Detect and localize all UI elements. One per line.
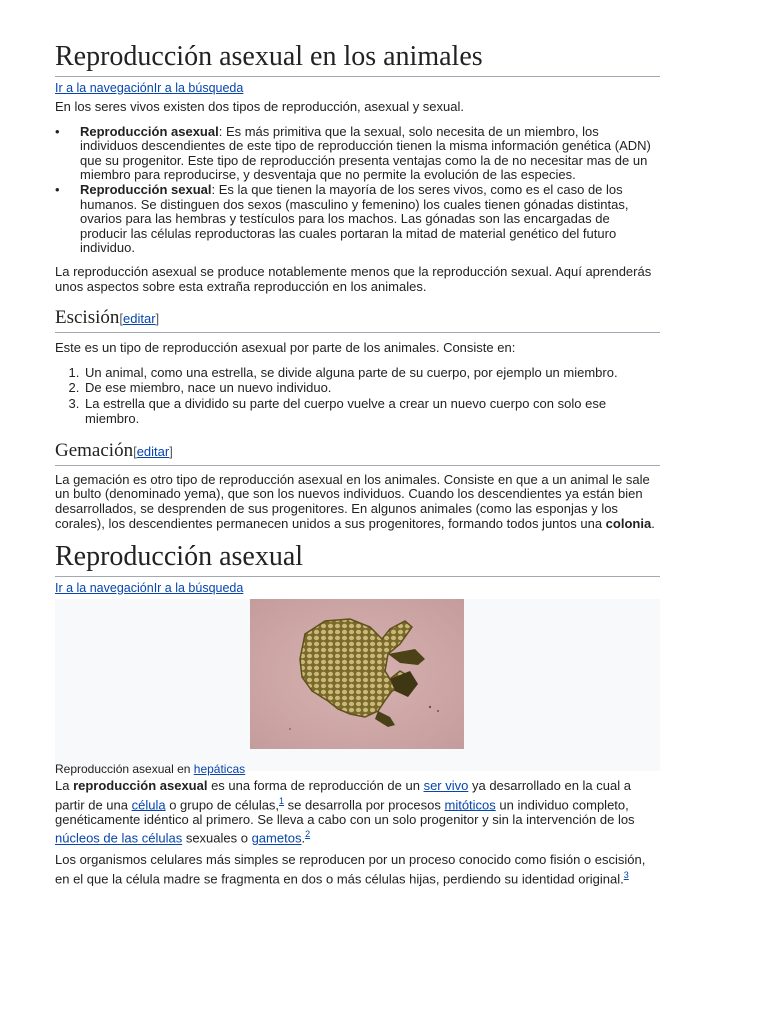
figure — [55, 599, 660, 777]
nucleos-link[interactable]: núcleos de las células — [55, 830, 183, 846]
jump-links — [55, 81, 660, 95]
hepaticas-photo[interactable] — [250, 599, 464, 749]
article — [55, 40, 660, 887]
list-item: • Reproducción sexual: Es la que tienen la mayoría de los seres vivos, como es el caso de los humanos. Se distinguen dos sexos (masculino y femenino) los cuales tienen gónadas distintas, ovarios para las hembras y testículos para los machos. Las gónadas son las encargadas de producir las células reproductoras las cuales portaran la mitad de material genético del futuro individuo. — [55, 183, 660, 256]
ref-3-link[interactable]: 3 — [623, 869, 629, 880]
definition-paragraph: La reproducción asexual es una forma de reproducción de un ser vivo ya desarrollado en la cual a partir de una célula o grupo de células,$^1$ se desarrolla por procesos mitóticos un individuo completo, genéticamente idéntico al primero. Se lleva a cabo con un solo progenitor y sin la intervención de los núcleos de las células sexuales o gametos.$^2$ — [55, 778, 635, 846]
intro-paragraph: En los seres vivos existen dos tipos de reproducción, asexual y sexual. — [55, 99, 464, 114]
celula-link[interactable]: célula — [131, 797, 166, 813]
jump-links-2 — [55, 581, 660, 595]
page-title-2: Reproducción asexual — [55, 540, 660, 577]
edit-link[interactable]: editar — [123, 311, 156, 327]
fision-paragraph: Los organismos celulares más simples se reproducen por un proceso conocido como fisión o escisión, en el que la célula madre se fragmenta en dos o más células hijas, perdiendo su identidad original.$^3$ — [55, 852, 646, 887]
search-link[interactable]: Ir a la búsqueda — [153, 581, 244, 596]
mitoticos-link[interactable]: mitóticos — [444, 797, 496, 813]
figure-caption: Reproducción asexual en hepáticas — [55, 762, 246, 777]
hepatica-organism-image — [250, 599, 464, 749]
term: Reproducción sexual — [80, 181, 212, 197]
search-link[interactable]: Ir a la búsqueda — [153, 81, 244, 95]
gametos-link[interactable]: gametos — [251, 830, 302, 846]
edit-link[interactable]: editar — [136, 443, 170, 459]
hepaticas-link[interactable]: hepáticas — [193, 762, 246, 777]
nav-link[interactable]: Ir a la navegación — [55, 581, 154, 596]
after-list-paragraph: La reproducción asexual se produce notablemente menos que la reproducción sexual. Aquí aprenderás unos aspectos sobre esta extraña reproducción en los animales. — [55, 263, 652, 294]
ref-2-link[interactable]: 2 — [305, 829, 311, 840]
ser-vivo-link[interactable]: ser vivo — [423, 778, 469, 794]
types-list — [55, 125, 660, 256]
ref-1-link[interactable]: 1 — [279, 795, 285, 806]
escision-intro: Este es un tipo de reproducción asexual por parte de los animales. Consiste en: — [55, 340, 516, 356]
list-item: 3. La estrella que a dividido su parte del cuerpo vuelve a crear un nuevo cuerpo con solo ese miembro. — [83, 396, 660, 427]
section-heading-gemacion: Gemación[editar] — [55, 439, 660, 466]
list-item: • Reproducción asexual: Es más primitiva que la sexual, solo necesita de un miembro, los individuos descendientes de este tipo de reproducción tienen la misma información genética (ADN) que su progenitor. Este tipo de reproducción presenta ventajas como la de no necesitar mas de un miembro para reproducirse, y desventaja que no permite la evolución de las especies. — [55, 125, 660, 183]
term: Reproducción asexual — [80, 123, 219, 139]
list-item: 2. De ese miembro, nace un nuevo individuo. — [83, 380, 660, 396]
gemacion-paragraph: La gemación es otro tipo de reproducción asexual en los animales. Consiste en que a un animal le sale un bulto (denominado yema), que son los nuevos individuos. Cuando los descendientes ya están bien desarrollados, se desprenden de sus progenitores. En algunos animales (como las esponjas y los corales), los descendientes permanecen unidos a sus progenitores, formando todos juntos una colonia. — [55, 471, 655, 531]
section-heading-escision: Escisión[editar] — [55, 306, 660, 333]
page-title: Reproducción asexual en los animales — [55, 40, 660, 77]
escision-steps — [55, 365, 660, 427]
nav-link[interactable]: Ir a la navegación — [55, 81, 154, 95]
edit-section: [editar] — [119, 311, 160, 327]
list-item: 1. Un animal, como una estrella, se divide alguna parte de su cuerpo, por ejemplo un miembro. — [83, 365, 660, 381]
edit-section: [editar] — [133, 443, 173, 459]
